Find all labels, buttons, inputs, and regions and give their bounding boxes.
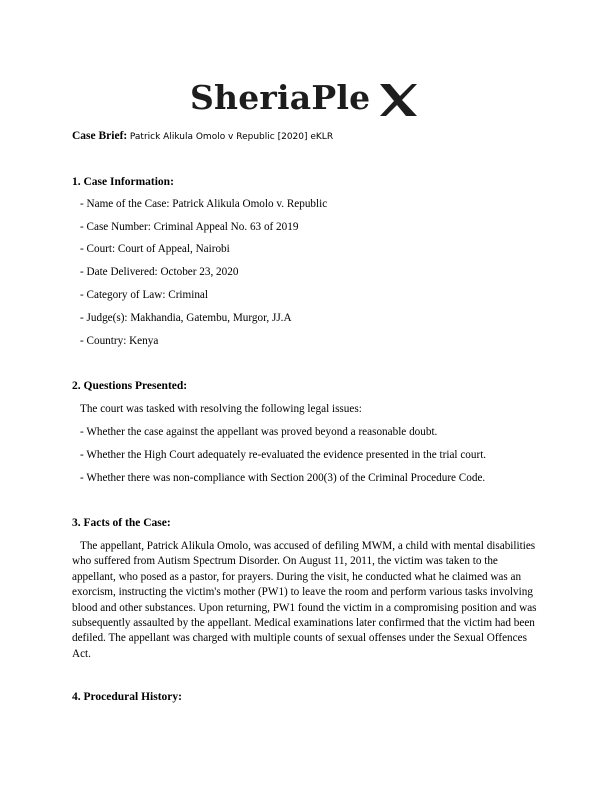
section-heading-case-information: 1. Case Information: (72, 176, 174, 188)
list-item: - Date Delivered: October 23, 2020 (80, 266, 239, 278)
list-item: - Country: Kenya (80, 335, 159, 347)
list-item: - Court: Court of Appeal, Nairobi (80, 243, 230, 255)
section-heading-facts: 3. Facts of the Case: (72, 517, 171, 529)
questions-intro: The court was tasked with resolving the following legal issues: (80, 403, 362, 415)
list-item: - Name of the Case: Patrick Alikula Omolo v. Republic (80, 198, 328, 210)
section-heading-questions-presented: 2. Questions Presented: (72, 380, 188, 392)
logo-wordmark: SheriaPle (190, 78, 371, 117)
section-heading-procedural-history: 4. Procedural History: (72, 691, 182, 703)
list-item: - Whether the High Court adequately re-evaluated the evidence presented in the trial court. (80, 449, 487, 461)
case-brief-label: Case Brief: (72, 130, 128, 142)
list-item: - Case Number: Criminal Appeal No. 63 of 2019 (80, 221, 299, 233)
list-item: - Category of Law: Criminal (80, 289, 209, 301)
sheriaplex-x-logo-mark (378, 82, 418, 118)
case-brief-title: Patrick Alikula Omolo v Republic [2020] eKLR (129, 132, 334, 142)
list-item: - Whether the case against the appellant was proved beyond a reasonable doubt. (80, 426, 438, 438)
list-item: - Judge(s): Makhandia, Gatembu, Murgor, JJ.A (80, 312, 292, 324)
case-brief-line (72, 130, 333, 142)
sheriaplex-logo (190, 78, 422, 124)
list-item: - Whether there was non-compliance with Section 200(3) of the Criminal Procedure Code. (80, 472, 486, 484)
facts-paragraph: The appellant, Patrick Alikula Omolo, was accused of defiling MWM, a child with mental disabilities who suffered from Autism Spectrum Disorder. On August 11, 2011, the victim was taken to the appellant, who posed as a pastor, for prayers. During the visit, he conducted what he claimed was an exorcism, instructing the victim's mother (PW1) to leave the room and perform various tasks involving blood and other substances. Upon returning, PW1 found the victim in a compromising position and was subsequently assaulted by the appellant. Medical examinations later confirmed that the victim had been defiled. The appellant was charged with multiple counts of sexual offenses under the Sexual Offences Act. (72, 540, 537, 660)
